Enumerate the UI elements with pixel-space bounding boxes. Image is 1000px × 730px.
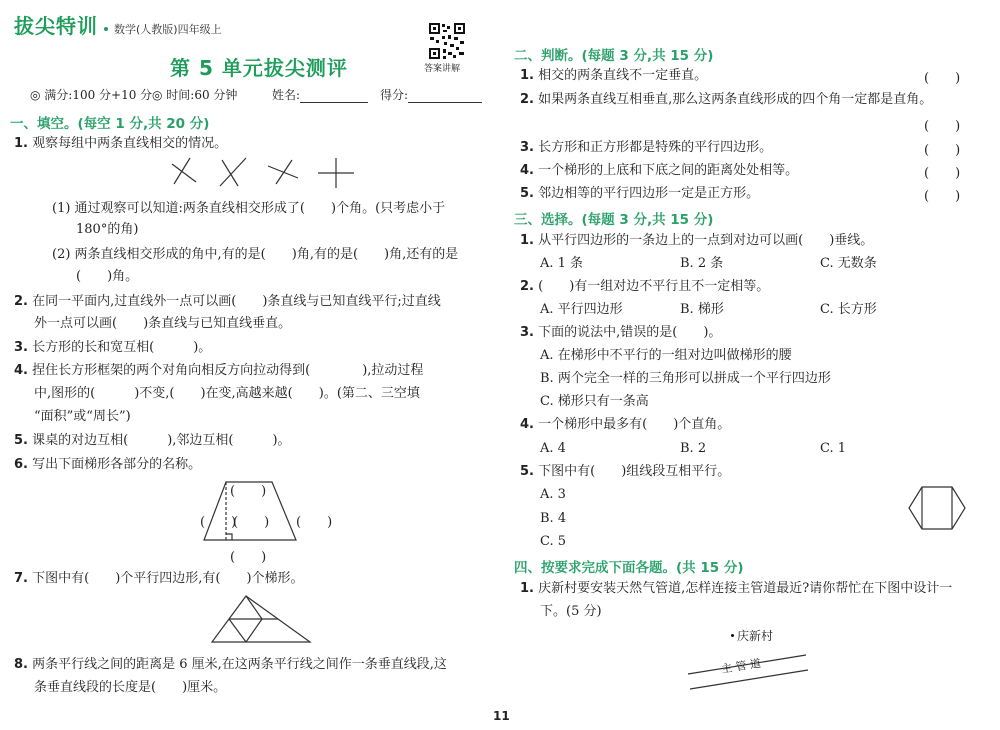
main-pipeline-label: 主 管 道 — [720, 656, 762, 676]
choice-5-option-b[interactable]: B. 4 — [540, 511, 567, 526]
question-1-sub-2a: (2) 两条直线相交形成的角中,有的是( )角,有的是( )角,还有的是 — [52, 247, 459, 262]
name-label: 姓名: — [272, 88, 301, 102]
judge-3 — [520, 139, 772, 157]
question-number: 8. — [14, 657, 28, 672]
brand-logo: 拔尖特训 — [14, 14, 98, 38]
brand-header — [14, 10, 222, 39]
question-number: 5. — [520, 464, 534, 479]
question-8 — [14, 656, 447, 674]
question-text: 从平行四边形的一条边上的一点到对边可以画( )垂线。 — [538, 233, 874, 248]
trapezoid-bottom-blank[interactable]: ( ) — [230, 550, 267, 565]
question-number: 4. — [520, 163, 534, 178]
question-8-line-2: 条垂直线段的长度是( )厘米。 — [34, 680, 227, 695]
score-info: ◎ 满分:100 分+10 分 — [30, 88, 153, 102]
question-text: 邻边相等的平行四边形一定是正方形。 — [538, 186, 760, 201]
question-text-line-1: 在同一平面内,过直线外一点可以画( )条直线与已知直线平行;过直线 — [32, 294, 441, 309]
choice-1-option-a[interactable]: A. 1 条 — [540, 256, 584, 271]
page-title: 第 5 单元拔尖测评 — [170, 56, 348, 80]
name-field[interactable] — [272, 86, 368, 103]
choice-1 — [520, 232, 873, 250]
judge-4-answer[interactable]: ( ) — [924, 166, 961, 181]
choice-5 — [520, 463, 730, 481]
question-text: 观察每组中两条直线相交的情况。 — [32, 136, 228, 151]
question-text: 下图中有( )个平行四边形,有( )个梯形。 — [32, 571, 304, 586]
question-4 — [14, 362, 423, 380]
name-blank[interactable] — [300, 88, 368, 103]
choice-2-option-c[interactable]: C. 长方形 — [820, 302, 877, 317]
judge-1-answer[interactable]: ( ) — [924, 71, 961, 86]
judge-3-answer[interactable]: ( ) — [924, 143, 961, 158]
trapezoid-right-blank[interactable]: ( ) — [296, 515, 333, 530]
time-info: ◎ 时间:60 分钟 — [152, 88, 238, 102]
choice-2-option-b[interactable]: B. 梯形 — [680, 302, 724, 317]
question-text: 一个梯形中最多有( )个直角。 — [538, 417, 731, 432]
question-5 — [14, 432, 291, 450]
choice-1-option-b[interactable]: B. 2 条 — [680, 256, 724, 271]
trapezoid-height-blank[interactable]: ( ) — [233, 515, 270, 530]
choice-3-option-a[interactable]: A. 在梯形中不平行的一组对边叫做梯形的腰 — [540, 348, 792, 363]
choice-2-option-a[interactable]: A. 平行四边形 — [540, 302, 623, 317]
question-text: ( )有一组对边不平行且不一定相等。 — [538, 279, 770, 294]
question-text: 相交的两条直线不一定垂直。 — [538, 68, 708, 83]
question-number: 7. — [14, 571, 28, 586]
subject-label: 数学(人教版)四年级上 — [114, 23, 222, 36]
choice-5-option-a[interactable]: A. 3 — [540, 487, 566, 502]
question-2 — [14, 293, 441, 311]
question-text: 写出下面梯形各部分的名称。 — [32, 457, 202, 472]
question-number: 1. — [520, 581, 534, 596]
question-text-line-1: 捏住长方形框架的两个对角向相反方向拉动得到( ),拉动过程 — [32, 363, 424, 378]
section-3-heading: 三、选择。(每题 3 分,共 15 分) — [514, 212, 714, 228]
choice-1-option-c[interactable]: C. 无数条 — [820, 256, 877, 271]
choice-2 — [520, 278, 769, 296]
question-number: 5. — [14, 433, 28, 448]
question-1 — [14, 135, 227, 153]
question-text: 如果两条直线互相垂直,那么这两条直线形成的四个角一定都是直角。 — [538, 92, 933, 107]
question-4-line-2: 中,图形的( )不变,( )在变,高越来越( )。(第二、三空填 — [34, 386, 420, 401]
judge-2-answer[interactable]: ( ) — [924, 119, 961, 134]
qr-code-icon — [428, 22, 466, 60]
triangle-figure — [208, 592, 312, 646]
question-number: 5. — [520, 186, 534, 201]
qr-caption: 答案讲解 — [424, 64, 461, 74]
trapezoid-left-blank[interactable]: ( ) — [200, 515, 237, 530]
question-number: 2. — [14, 294, 28, 309]
choice-5-option-c[interactable]: C. 5 — [540, 534, 567, 549]
question-4-line-3: “面积”或“周长”) — [34, 409, 131, 424]
section-4-heading: 四、按要求完成下面各题。(共 15 分) — [514, 560, 744, 576]
question-3 — [14, 339, 211, 357]
question-6 — [14, 456, 201, 474]
trapezoid-top-blank[interactable]: ( ) — [230, 484, 267, 499]
section-1-heading: 一、填空。(每空 1 分,共 20 分) — [10, 116, 210, 132]
question-1-sub-1a: (1) 通过观察可以知道:两条直线相交形成了( )个角。(只考虑小于 — [52, 201, 446, 216]
question-number: 1. — [14, 136, 28, 151]
choice-3-option-b[interactable]: B. 两个完全一样的三角形可以拼成一个平行四边形 — [540, 371, 831, 386]
judge-2 — [520, 91, 932, 109]
question-number: 2. — [520, 279, 534, 294]
question-number: 3. — [520, 140, 534, 155]
question-text: 长方形和正方形都是特殊的平行四边形。 — [538, 140, 773, 155]
question-number: 4. — [520, 417, 534, 432]
brand-dot-icon — [104, 27, 108, 31]
choice-3 — [520, 324, 721, 342]
intersecting-lines-figure — [168, 156, 358, 190]
choice-3-option-c[interactable]: C. 梯形只有一条高 — [540, 394, 649, 409]
score-field[interactable] — [380, 86, 482, 103]
question-2-line-2: 外一点可以画( )条直线与已知直线垂直。 — [34, 316, 292, 331]
question-text: 课桌的对边互相( ),邻边互相( )。 — [32, 433, 291, 448]
question-text: 下面的说法中,错误的是( )。 — [538, 325, 722, 340]
village-point — [731, 634, 734, 637]
choice-4 — [520, 416, 730, 434]
score-label: 得分: — [380, 88, 409, 102]
judge-5 — [520, 185, 759, 203]
question-number: 3. — [520, 325, 534, 340]
question-number: 2. — [520, 92, 534, 107]
section-2-heading: 二、判断。(每题 3 分,共 15 分) — [514, 48, 714, 64]
judge-5-answer[interactable]: ( ) — [924, 189, 961, 204]
question-text: 长方形的长和宽互相( )。 — [32, 340, 212, 355]
question-text: 一个梯形的上底和下底之间的距离处处相等。 — [538, 163, 799, 178]
problem-1 — [520, 580, 952, 598]
question-1-sub-1b: 180°的角) — [76, 222, 139, 237]
question-text: 下图中有( )组线段互相平行。 — [538, 464, 731, 479]
choice-4-option-a[interactable]: A. 4 — [540, 441, 566, 456]
choice-4-option-b[interactable]: B. 2 — [680, 441, 707, 456]
question-number: 6. — [14, 457, 28, 472]
question-number: 1. — [520, 68, 534, 83]
hexagon-figure — [906, 484, 968, 532]
judge-1 — [520, 67, 707, 85]
village-label: 庆新村 — [737, 629, 774, 643]
question-number: 1. — [520, 233, 534, 248]
page-number: 11 — [493, 709, 510, 723]
choice-4-option-c[interactable]: C. 1 — [820, 441, 847, 456]
question-number: 3. — [14, 340, 28, 355]
question-1-sub-2b: ( )角。 — [76, 269, 139, 284]
problem-1-line-2: 下。(5 分) — [540, 604, 602, 619]
score-blank[interactable] — [408, 88, 482, 103]
question-text-line-1: 庆新村要安装天然气管道,怎样连接主管道最近?请你帮忙在下图中设计一 — [538, 581, 953, 596]
judge-4 — [520, 162, 798, 180]
question-number: 4. — [14, 363, 28, 378]
question-text-line-1: 两条平行线之间的距离是 6 厘米,在这两条平行线之间作一条垂直线段,这 — [32, 657, 447, 672]
question-7 — [14, 570, 304, 588]
